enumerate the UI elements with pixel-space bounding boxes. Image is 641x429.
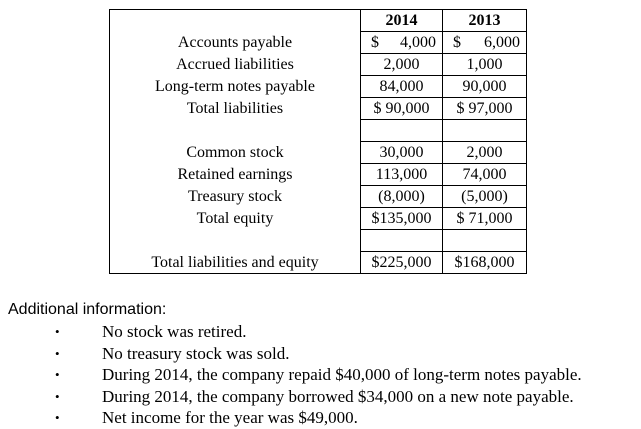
spacer-row (110, 120, 527, 142)
value-2014 (361, 230, 443, 252)
amount: 4,000 (400, 34, 436, 51)
list-item (0, 343, 582, 365)
value-2014: $135,000 (361, 208, 443, 230)
list-item (0, 364, 582, 386)
value-2014: 2,000 (361, 54, 443, 76)
list-item (0, 386, 582, 408)
table-row (110, 252, 527, 274)
currency-symbol: $ (453, 34, 461, 51)
additional-info-heading: Additional information: (8, 301, 167, 318)
value-2014: $225,000 (361, 252, 443, 274)
table-row (110, 142, 527, 164)
value-2013: $ 71,000 (443, 208, 527, 230)
value-2013: 74,000 (443, 164, 527, 186)
additional-info-list (0, 321, 582, 429)
currency-symbol: $ (371, 34, 379, 51)
value-2013 (443, 32, 527, 54)
header-2013: 2013 (443, 10, 527, 32)
row-label (110, 230, 361, 252)
value-2013: 90,000 (443, 76, 527, 98)
row-label: Accounts payable (110, 32, 361, 54)
header-row (110, 10, 527, 32)
list-item-text: During 2014, the company borrowed $34,000 on a new note payable. (102, 386, 574, 406)
bullet-icon: • (55, 324, 60, 339)
table-row (110, 186, 527, 208)
list-item-text: Net income for the year was $49,000. (102, 408, 358, 427)
table-row (110, 54, 527, 76)
header-label-cell (110, 10, 361, 32)
row-label: Retained earnings (110, 164, 361, 186)
spacer-row (110, 230, 527, 252)
list-item-text: No treasury stock was sold. (102, 343, 290, 363)
list-item-text: No stock was retired. (102, 322, 247, 341)
list-item (0, 407, 582, 429)
balance-sheet-table (109, 9, 527, 274)
row-label: Long-term notes payable (110, 76, 361, 98)
bullet-icon: • (55, 410, 60, 425)
value-2013: $168,000 (443, 252, 527, 274)
value-2013: (5,000) (443, 186, 527, 208)
bullet-icon: • (55, 345, 60, 361)
bullet-icon: • (55, 367, 60, 382)
table-row (110, 32, 527, 54)
row-label: Total equity (110, 208, 361, 230)
list-item (0, 321, 582, 343)
value-2013: 2,000 (443, 142, 527, 164)
value-2013: 1,000 (443, 54, 527, 76)
bullet-icon: • (55, 388, 60, 404)
table-row (110, 98, 527, 120)
row-label: Total liabilities (110, 98, 361, 120)
value-2014 (361, 120, 443, 142)
row-label: Common stock (110, 142, 361, 164)
table-row (110, 164, 527, 186)
value-2014: 84,000 (361, 76, 443, 98)
value-2014: $ 90,000 (361, 98, 443, 120)
value-2013 (443, 230, 527, 252)
row-label: Accrued liabilities (110, 54, 361, 76)
row-label: Total liabilities and equity (110, 252, 361, 274)
value-2014: 113,000 (361, 164, 443, 186)
value-2014 (361, 32, 443, 54)
row-label: Treasury stock (110, 186, 361, 208)
value-2014: 30,000 (361, 142, 443, 164)
amount: 6,000 (484, 34, 520, 51)
table-row (110, 76, 527, 98)
header-2014: 2014 (361, 10, 443, 32)
list-item-text: During 2014, the company repaid $40,000 of long-term notes payable. (102, 365, 582, 384)
table-row (110, 208, 527, 230)
value-2013 (443, 120, 527, 142)
value-2014: (8,000) (361, 186, 443, 208)
value-2013: $ 97,000 (443, 98, 527, 120)
row-label (110, 120, 361, 142)
